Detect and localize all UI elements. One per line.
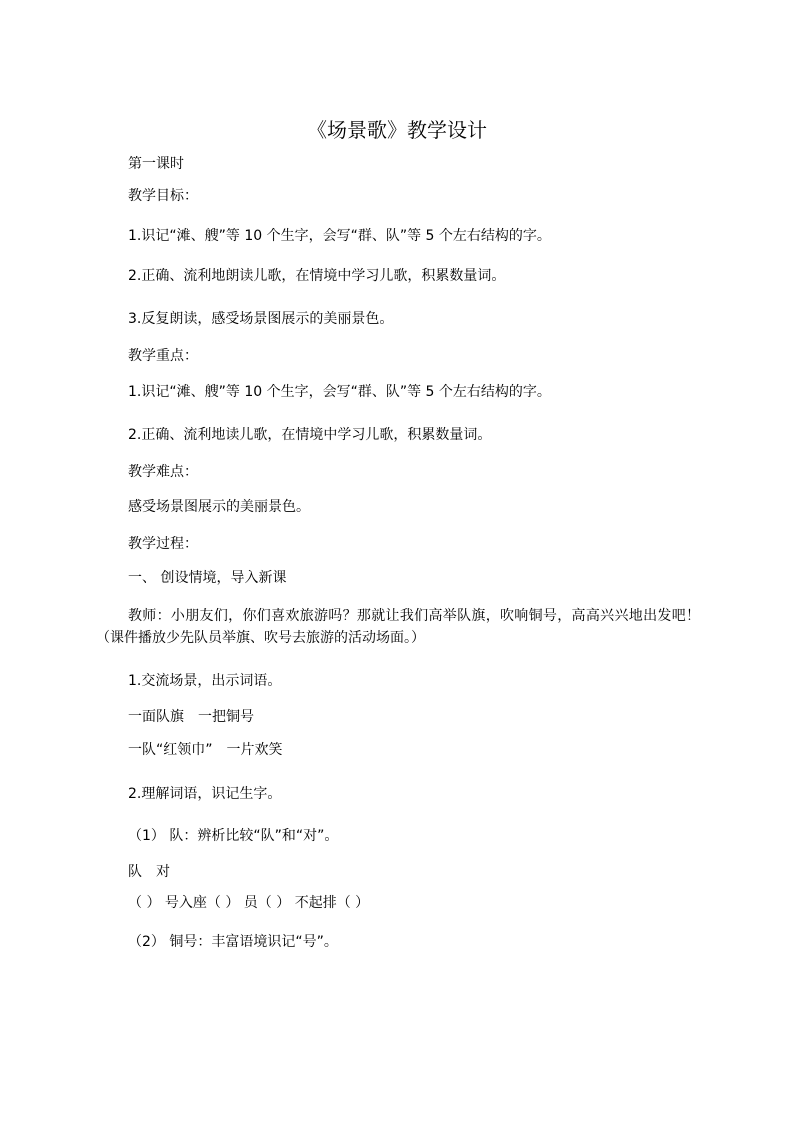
compare-char: 队 [128,864,142,880]
compare-char: 对 [156,864,170,880]
goals-heading: 教学目标： [128,188,198,204]
key-point-item-2: 2.正确、流利地读儿歌，在情境中学习儿歌，积累数量词。 [128,427,492,443]
sub-step-2: （2） 铜号：丰富语境识记“号”。 [128,934,338,950]
step-2: 2.理解词语，识记生字。 [128,786,282,802]
phrase: 一面队旗 [128,709,184,725]
step-1: 1.交流场景，出示词语。 [128,673,282,689]
goal-item-1: 1.识记“滩、艘”等 10 个生字，会写“群、队”等 5 个左右结构的字。 [128,228,551,244]
lesson-label: 第一课时 [128,156,184,172]
fill-in-blanks: （ ） 号入座（ ） 员（ ） 不起排（ ） [128,895,370,911]
sub-step-1: （1） 队：辨析比较“队”和“对”。 [128,828,339,844]
key-points-heading: 教学重点： [128,348,198,364]
phrases-row-1 [128,707,254,727]
phrases-row-2 [128,740,283,760]
phrase: 一队“红领巾” [128,742,213,758]
teacher-paragraph: 教师：小朋友们，你们喜欢旅游吗？那就让我们高举队旗，吹响铜号，高高兴兴地出发吧！（课件播放少先队员举旗、吹号去旅游的活动场面。） [96,608,700,646]
document-title: 《场景歌》教学设计 [307,118,487,142]
difficulties-heading: 教学难点： [128,464,198,480]
difficulties-text: 感受场景图展示的美丽景色。 [128,499,310,515]
process-heading: 教学过程： [128,536,198,552]
phrase: 一片欢笑 [226,742,283,758]
phrase: 一把铜号 [198,709,254,725]
goal-item-3: 3.反复朗读，感受场景图展示的美丽景色。 [128,311,394,327]
section-heading-1: 一、 创设情境，导入新课 [128,570,287,586]
key-point-item-1: 1.识记“滩、艘”等 10 个生字，会写“群、队”等 5 个左右结构的字。 [128,384,551,400]
goal-item-2: 2.正确、流利地朗读儿歌，在情境中学习儿歌，积累数量词。 [128,268,506,284]
compare-characters [128,862,170,882]
